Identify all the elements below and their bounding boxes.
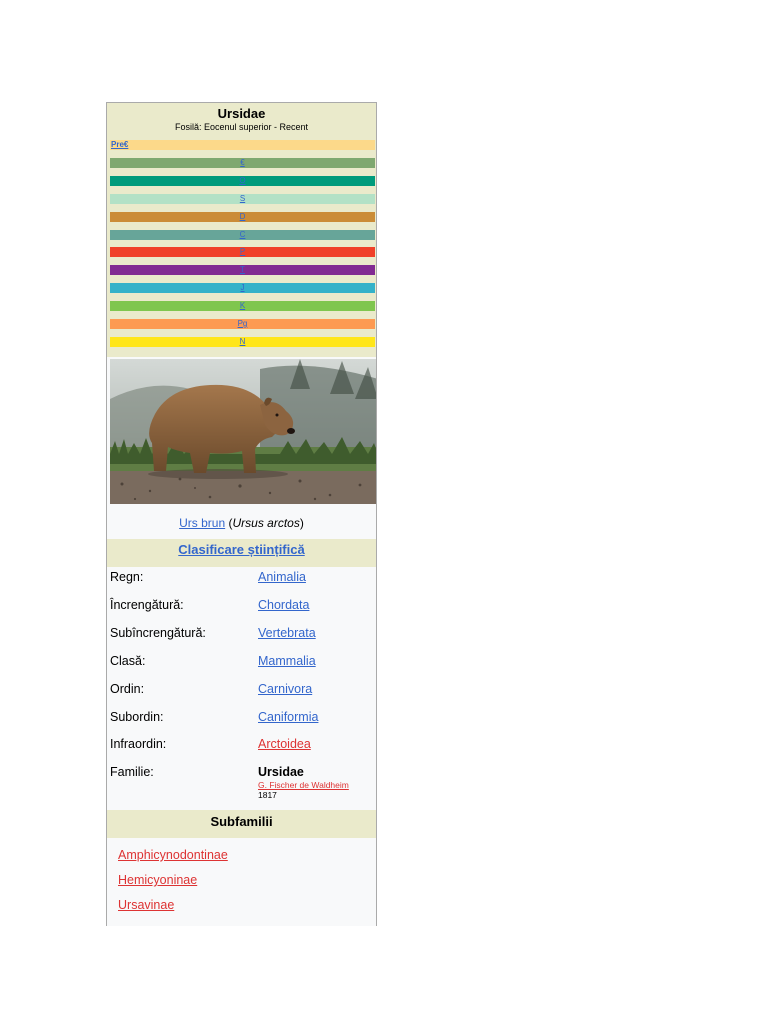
family-year: 1817 [258,790,277,800]
bear-photo [110,359,377,504]
rank-label: Clasă: [110,653,146,668]
timeline-period-link[interactable]: J [240,283,245,293]
caption-paren-open: ( [225,516,233,530]
caption-paren-close: ) [299,516,304,530]
timeline-period-link[interactable]: C [239,229,246,239]
timeline-period-link[interactable]: € [240,157,245,167]
taxobox-header [107,103,376,357]
taxon-link[interactable]: Animalia [258,570,306,584]
rank-label: Subîncrengătură: [110,625,206,640]
family-label: Familie: [110,765,154,779]
timeline-period-link[interactable]: K [239,301,246,311]
taxon-link[interactable]: Mammalia [258,653,316,668]
timeline-band [110,247,375,257]
taxon-title: Ursidae [217,106,266,121]
caption-link[interactable]: Urs brun [179,516,226,530]
timeline-band [110,194,375,204]
timeline-band [110,176,375,186]
subfamilies-heading: Subfamilii [107,810,376,838]
timeline-period-link[interactable]: Pre€ [111,140,129,149]
taxon-link[interactable]: Caniformia [258,709,319,724]
timeline-band [110,140,375,150]
subfamily-link[interactable]: Hemicyoninae [118,873,198,887]
timeline-band [110,265,375,275]
timeline-period-link[interactable]: Pg [237,319,248,328]
family-value [258,765,349,800]
taxon-link[interactable]: Carnivora [258,681,313,696]
timeline-band [110,319,375,329]
subfamily-link[interactable]: Amphicynodontinae [118,848,228,862]
timeline-band [110,158,375,168]
family-author-link[interactable]: G. Fischer de Waldheim [258,780,349,790]
timeline-period-link[interactable]: T [240,265,245,275]
family-name: Ursidae [258,765,304,779]
taxon-link[interactable]: Vertebrata [258,625,316,640]
classification-row [110,626,376,646]
rank-label: Ordin: [110,681,145,696]
timeline-band [110,301,375,311]
taxon-link[interactable]: Chordata [258,597,310,612]
classification-row [110,654,376,674]
timeline-period-link[interactable]: N [239,336,246,346]
timeline-period-link[interactable]: S [239,193,246,203]
subfamily-link[interactable]: Ursavinae [118,898,175,912]
classification-heading-link[interactable]: Clasificare științifică [178,542,305,557]
rank-label: Infraordin: [110,737,167,752]
rank-label: Regn: [110,570,144,584]
timeline-period-link[interactable]: P [239,247,246,257]
taxobox [106,102,377,926]
rank-label: Subordin: [110,709,164,724]
taxon-link[interactable]: Arctoidea [258,737,311,752]
caption-scientific-name: Ursus arctos [232,516,300,530]
timeline-band [110,212,375,222]
classification-row [110,710,376,730]
classification-heading [107,539,376,567]
timeline-period-link[interactable]: O [239,175,246,185]
classification-row [110,570,376,590]
timeline-band [110,283,375,293]
classification-row [110,598,376,618]
fossil-range-text: Fosilă: Eocenul superior - Recent [174,122,309,132]
timeline-band [110,230,375,240]
image-caption [107,516,376,530]
classification-row [110,737,376,757]
rank-label: Încrengătură: [110,597,184,612]
timeline-band [110,337,375,347]
timeline-period-link[interactable]: D [239,211,246,221]
classification-row [110,682,376,702]
